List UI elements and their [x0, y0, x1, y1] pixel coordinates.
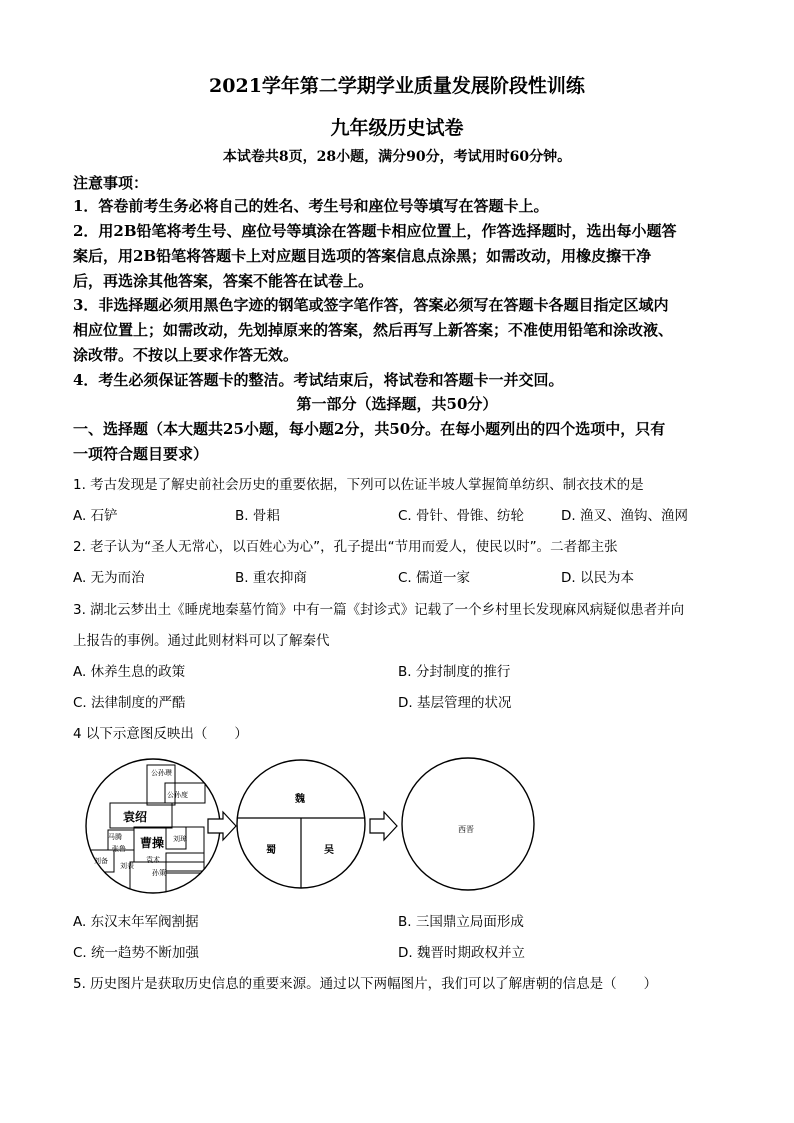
option-d: D. 魏晋时期政权并立 [398, 945, 525, 961]
exam-title: 2021学年第二学期学业质量发展阶段性训练 [209, 75, 585, 97]
map-label: 魏 [295, 794, 305, 805]
map-label: 袁绍 [123, 810, 148, 824]
option-a: A. 东汉末年军阀割据 [73, 914, 199, 930]
map-label: 张鲁 [112, 845, 126, 853]
western-jin-circle [402, 758, 534, 890]
notice-line: 3．非选择题必须用黑色字迹的钢笔或签字笔作答，答案必须写在答题卡各题目指定区域内 [73, 296, 669, 314]
notice-line: 1．答卷前考生务必将自己的姓名、考生号和座位号等填写在答题卡上。 [73, 197, 549, 215]
notice-line: 相应位置上；如需改动，先划掉原来的答案，然后再写上新答案；不准使用铅笔和涂改液、 [73, 321, 674, 339]
option-b: B. 重农抑商 [235, 570, 307, 586]
part1-instructions: 一项符合题目要求） [73, 445, 209, 463]
option-b: B. 分封制度的推行 [398, 664, 511, 680]
notice-line: 案后，用2B铅笔将答题卡上对应题目选项的答案信息点涂黑；如需改动，用橡皮擦干净 [73, 247, 652, 265]
map-label: 刘备 [94, 857, 108, 865]
option-c: C. 统一趋势不断加强 [73, 945, 200, 961]
map-label: 马腾 [108, 833, 122, 841]
question-stem: 上报告的事例。通过此则材料可以了解秦代 [73, 633, 330, 649]
map-label: 袁术 [146, 856, 160, 864]
notice-line: 后，再选涂其他答案，答案不能答在试卷上。 [73, 272, 374, 290]
map-label: 西晋 [458, 825, 474, 834]
option-a: A. 石铲 [73, 508, 118, 524]
map-label: 刘表 [120, 862, 134, 870]
question-stem: 1. 考古发现是了解史前社会历史的重要依据，下列可以佐证半坡人掌握简单纺织、制衣技术的是 [73, 477, 644, 493]
part1-instructions: 一、选择题（本大题共25小题，每小题2分，共50分。在每小题列出的四个选项中，只有 [73, 420, 666, 438]
option-a: A. 休养生息的政策 [73, 664, 186, 680]
question-stem: 5. 历史图片是获取历史信息的重要来源。通过以下两幅图片，我们可以了解唐朝的信息是（ ） [73, 976, 658, 992]
map-label: 刘璋 [173, 835, 187, 843]
map-label: 孙策 [152, 869, 166, 877]
option-b: B. 骨耜 [235, 508, 280, 524]
option-d: D. 基层管理的状况 [398, 695, 512, 711]
option-b: B. 三国鼎立局面形成 [398, 914, 524, 930]
question-stem: 3. 湖北云梦出土《睡虎地秦墓竹简》中有一篇《封诊式》记载了一个乡村里长发现麻风病疑似患者并向 [73, 602, 685, 618]
exam-subtitle: 九年级历史试卷 [330, 117, 464, 139]
map-label: 蜀 [266, 845, 276, 856]
map-label: 公孙度 [167, 791, 188, 799]
map-label: 公孙瓒 [151, 769, 172, 777]
notice-heading: 注意事项： [73, 174, 149, 192]
arrow-right-icon [370, 812, 397, 840]
map-label: 曹操 [140, 836, 165, 850]
notice-line: 2．用2B铅笔将考生号、座位号等填涂在答题卡相应位置上，作答选择题时，选出每小题答 [73, 222, 677, 240]
map-label: 吴 [324, 845, 334, 856]
exam-info: 本试卷共8页，28小题，满分90分，考试用时60分钟。 [222, 149, 572, 165]
option-d: D. 以民为本 [561, 570, 634, 586]
notice-line: 涂改带。不按以上要求作答无效。 [73, 346, 299, 364]
option-d: D. 渔叉、渔钩、渔网 [561, 508, 688, 524]
option-a: A. 无为而治 [73, 570, 145, 586]
question-stem: 2. 老子认为“圣人无常心，以百姓心为心”，孔子提出“节用而爱人，使民以时”。二者都主张 [73, 539, 618, 555]
option-c: C. 儒道一家 [398, 570, 471, 586]
part1-heading: 第一部分（选择题，共50分） [296, 395, 498, 413]
option-c: C. 骨针、骨锥、纺轮 [398, 508, 525, 524]
option-c: C. 法律制度的严酷 [73, 695, 186, 711]
notice-line: 4．考生必须保证答题卡的整洁。考试结束后，将试卷和答题卡一并交回。 [73, 371, 564, 389]
territory-diagram [70, 755, 550, 900]
question-stem: 4 以下示意图反映出（ ） [73, 726, 248, 742]
